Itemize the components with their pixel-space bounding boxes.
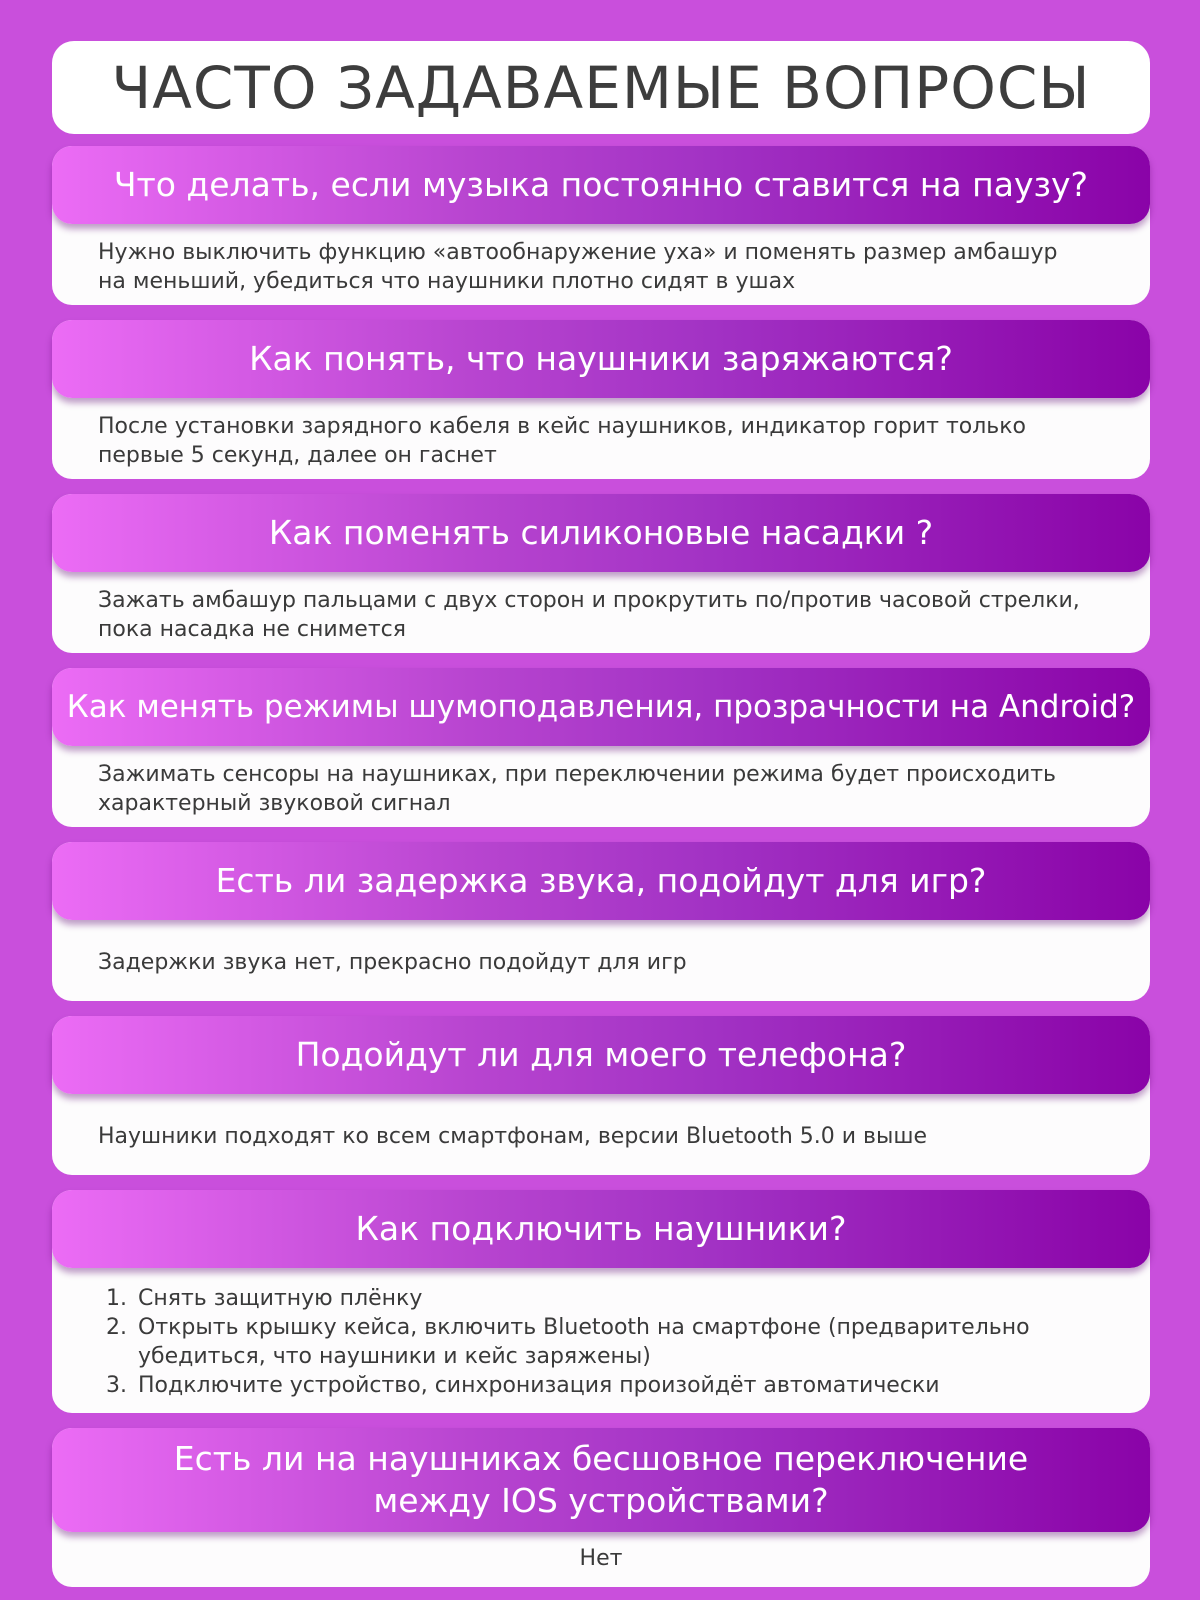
faq-card-pause <box>52 146 1150 305</box>
faq-answer: Зажать амбашур пальцами с двух сторон и прокрутить по/против часовой стрелки, пока насадка не снимется <box>98 588 1080 642</box>
faq-card-anc-android <box>52 668 1150 827</box>
faq-card-latency <box>52 842 1150 1001</box>
faq-card-eartips <box>52 494 1150 653</box>
faq-question: Есть ли на наушниках бесшовное переключение между IOS устройствами? <box>52 1428 1150 1532</box>
faq-answer: После установки зарядного кабеля в кейс наушников, индикатор горит только первые 5 секунд, далее он гаснет <box>98 414 1026 468</box>
faq-card-connect <box>52 1190 1150 1413</box>
faq-card-charging <box>52 320 1150 479</box>
faq-step: 2. Открыть крышку кейса, включить Bluetooth на смартфоне (предварительно убедиться, что наушники и кейс заряжены) <box>134 1313 1060 1371</box>
faq-question: Подойдут ли для моего телефона? <box>52 1016 1150 1094</box>
faq-question: Как поменять силиконовые насадки ? <box>52 494 1150 572</box>
faq-answer: Зажимать сенсоры на наушниках, при переключении режима будет происходить характерный звуковой сигнал <box>98 762 1057 816</box>
faq-question: Как менять режимы шумоподавления, прозрачности на Android? <box>52 668 1150 746</box>
faq-answer: Нет <box>579 1546 623 1571</box>
faq-steps-list <box>98 1284 1060 1400</box>
faq-question: Как понять, что наушники заряжаются? <box>52 320 1150 398</box>
faq-answer: Наушники подходят ко всем смартфонам, версии Bluetooth 5.0 и выше <box>98 1124 928 1149</box>
faq-question: Есть ли задержка звука, подойдут для игр? <box>52 842 1150 920</box>
faq-step: 1. Снять защитную плёнку <box>134 1284 1060 1313</box>
faq-answer: Задержки звука нет, прекрасно подойдут для игр <box>98 950 687 975</box>
page-title: ЧАСТО ЗАДАВАЕМЫЕ ВОПРОСЫ <box>111 53 1091 122</box>
faq-step: 3. Подключите устройство, синхронизация произойдёт автоматически <box>134 1371 1060 1400</box>
title-banner <box>52 41 1150 134</box>
faq-answer: Нужно выключить функцию «автообнаружение уха» и поменять размер амбашур на меньший, убедиться что наушники плотно сидят в ушах <box>98 240 1058 294</box>
faq-question: Что делать, если музыка постоянно ставится на паузу? <box>52 146 1150 224</box>
faq-card-seamless-switch <box>52 1428 1150 1587</box>
faq-card-compatibility <box>52 1016 1150 1175</box>
faq-question: Как подключить наушники? <box>52 1190 1150 1268</box>
